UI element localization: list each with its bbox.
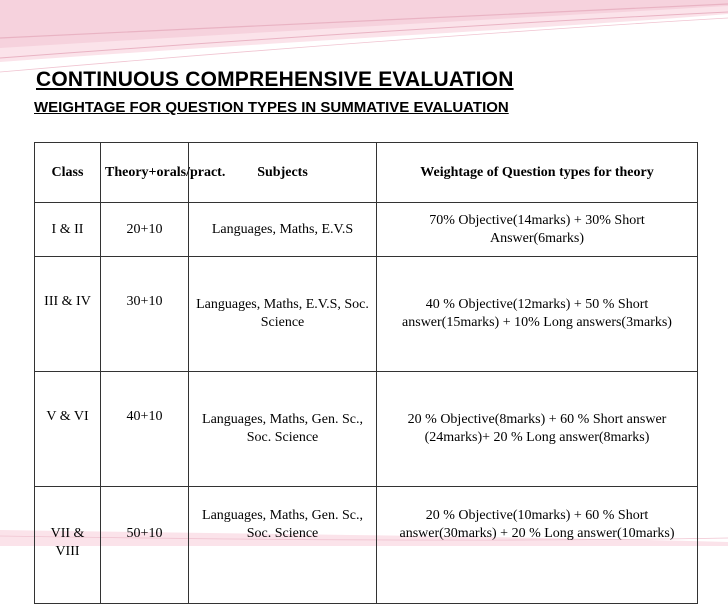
cell-class: V & VI — [35, 372, 101, 487]
column-header-class: Class — [35, 143, 101, 203]
column-header-weightage: Weightage of Question types for theory — [377, 143, 698, 203]
cell-weightage: 70% Objective(14marks) + 30% Short Answer(6marks) — [377, 203, 698, 257]
cell-weightage: 20 % Objective(8marks) + 60 % Short answer (24marks)+ 20 % Long answer(8marks) — [377, 372, 698, 487]
cell-class: I & II — [35, 203, 101, 257]
table-row — [35, 203, 698, 257]
cell-weightage: 40 % Objective(12marks) + 50 % Short answer(15marks) + 10% Long answers(3marks) — [377, 257, 698, 372]
cell-class: III & IV — [35, 257, 101, 372]
cell-weightage: 20 % Objective(10marks) + 60 % Short answer(30marks) + 20 % Long answer(10marks) — [377, 487, 698, 604]
page-title: CONTINUOUS COMPREHENSIVE EVALUATION — [36, 68, 514, 91]
table-row — [35, 487, 698, 604]
cell-marks: 50+10 — [101, 487, 189, 604]
column-header-marks: Theory+orals/pract. — [101, 143, 189, 203]
table-row — [35, 257, 698, 372]
table-header-row — [35, 143, 698, 203]
cell-marks: 40+10 — [101, 372, 189, 487]
cell-subjects: Languages, Maths, E.V.S, Soc. Science — [189, 257, 377, 372]
weightage-table — [34, 142, 698, 604]
cell-class: VII & VIII — [35, 487, 101, 604]
page-subtitle: WEIGHTAGE FOR QUESTION TYPES IN SUMMATIVE EVALUATION — [34, 99, 509, 116]
cell-marks: 30+10 — [101, 257, 189, 372]
column-header-subjects: Subjects — [189, 143, 377, 203]
table-row — [35, 372, 698, 487]
cell-subjects: Languages, Maths, Gen. Sc., Soc. Science — [189, 487, 377, 604]
cell-subjects: Languages, Maths, E.V.S — [189, 203, 377, 257]
cell-subjects: Languages, Maths, Gen. Sc., Soc. Science — [189, 372, 377, 487]
cell-marks: 20+10 — [101, 203, 189, 257]
